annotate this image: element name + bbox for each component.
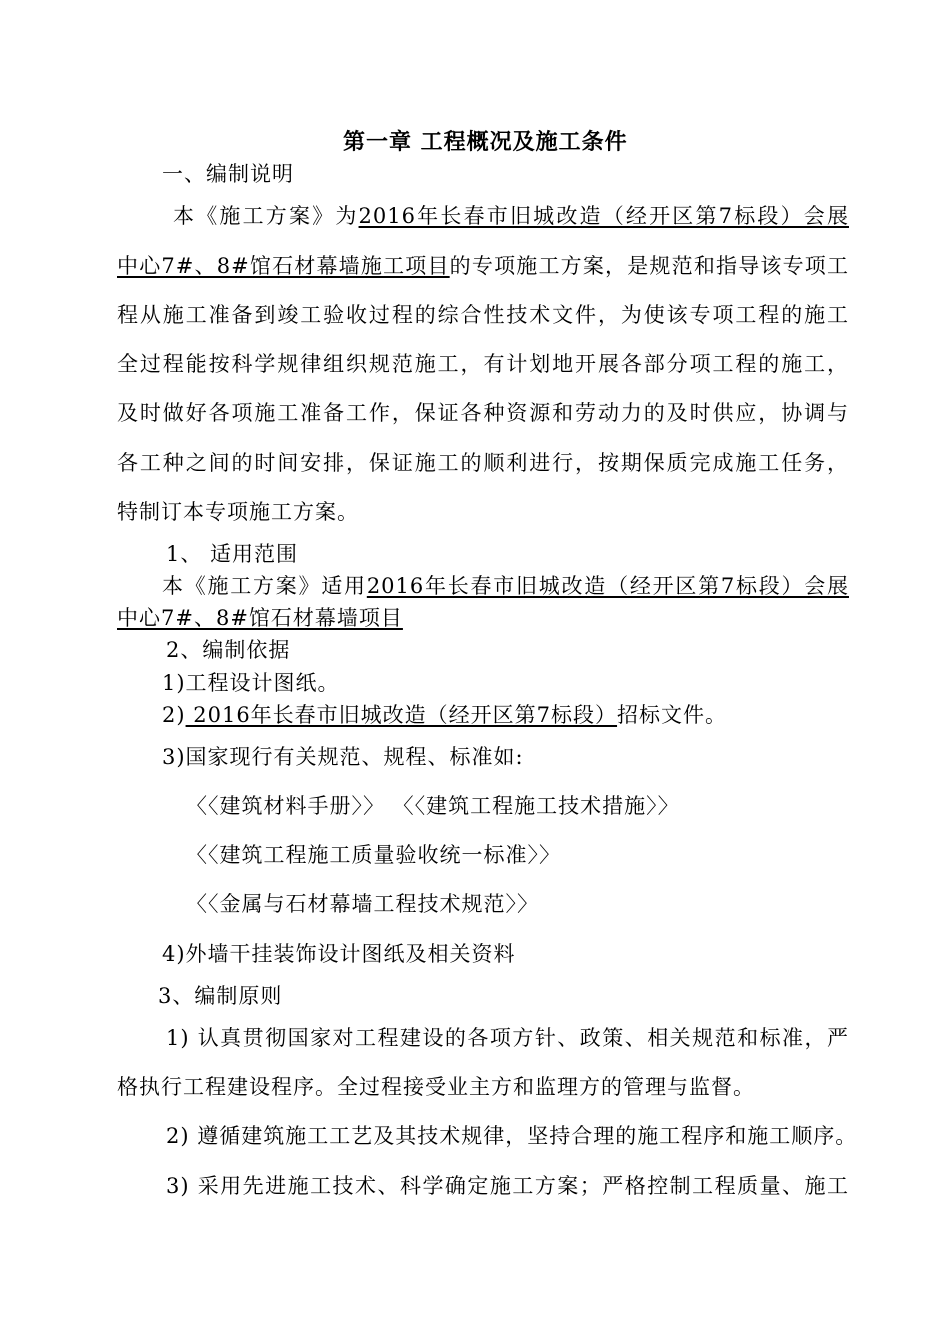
principle-2: 2) 遵循建筑施工工艺及其技术规律，坚持合理的施工程序和施工顺序。: [166, 1124, 858, 1148]
intro-para-line-7: 特制订本专项施工方案。: [117, 500, 359, 524]
intro-para-line-4: 全过程能按科学规律组织规范施工，有计划地开展各部分项工程的施工，: [117, 352, 849, 376]
intro-para-line-2: [117, 253, 849, 279]
basis-item-4: 4)外墙干挂装饰设计图纸及相关资料: [162, 942, 516, 966]
standard-line-2: 〈〈建筑工程施工质量验收统一标准〉〉: [186, 843, 561, 867]
project-name-underlined: 中心7#、8#馆石材幕墙施工项目: [117, 254, 450, 278]
intro-text: 的专项施工方案，是规范和指导该专项工: [449, 254, 850, 278]
principle-1-line-2: 格执行工程建设程序。全过程接受业主方和监理方的管理与监督。: [117, 1075, 755, 1099]
intro-para-line-3: 程从施工准备到竣工验收过程的综合性技术文件，为使该专项工程的施工: [117, 303, 849, 327]
intro-para-line-6: 各工种之间的时间安排，保证施工的顺利进行，按期保质完成施工任务，: [117, 451, 849, 475]
principles-heading: 3、编制原则: [158, 984, 283, 1008]
section-heading-compilation-notes: 一、编制说明: [162, 162, 294, 186]
standard-line-3: 〈〈金属与石材幕墙工程技术规范〉〉: [186, 892, 539, 916]
principle-3-line-1: 3) 采用先进施工技术、科学确定施工方案；严格控制工程质量、施工: [166, 1174, 849, 1198]
scope-text: 本《施工方案》适用: [162, 574, 367, 598]
project-name-underlined: 2016年长春市旧城改造（经开区第7标段）会展: [366, 574, 849, 598]
scope-line-2: [117, 605, 403, 631]
basis-heading: 2、编制依据: [166, 638, 291, 662]
basis-item-2-suffix: 招标文件。: [617, 703, 728, 727]
intro-para-line-5: 及时做好各项施工准备工作，保证各种资源和劳动力的及时供应，协调与: [117, 401, 849, 425]
scope-heading: 1、 适用范围: [166, 542, 299, 566]
basis-item-1: 1)工程设计图纸。: [162, 671, 340, 695]
standard-line-1: 〈〈建筑材料手册〉〉 〈〈建筑工程施工技术措施〉〉: [186, 794, 680, 818]
project-name-underlined: 2016年长春市旧城改造（经开区第7标段）会展: [358, 204, 849, 228]
project-name-underlined: 中心7#、8#馆石材幕墙项目: [117, 606, 403, 630]
basis-item-2-prefix: 2): [162, 703, 186, 727]
basis-item-3: 3)国家现行有关规范、规程、标准如:: [162, 745, 524, 769]
chapter-title: 第一章 工程概况及施工条件: [343, 129, 628, 155]
principle-1-line-1: 1) 认真贯彻国家对工程建设的各项方针、政策、相关规范和标准，严: [166, 1026, 849, 1050]
basis-item-2: [162, 702, 727, 728]
intro-text: 本《施工方案》为: [173, 204, 359, 228]
scope-line-1: [162, 573, 849, 599]
intro-para-line-1: [117, 203, 849, 229]
project-name-underlined: 2016年长春市旧城改造（经开区第7标段）: [185, 703, 618, 727]
